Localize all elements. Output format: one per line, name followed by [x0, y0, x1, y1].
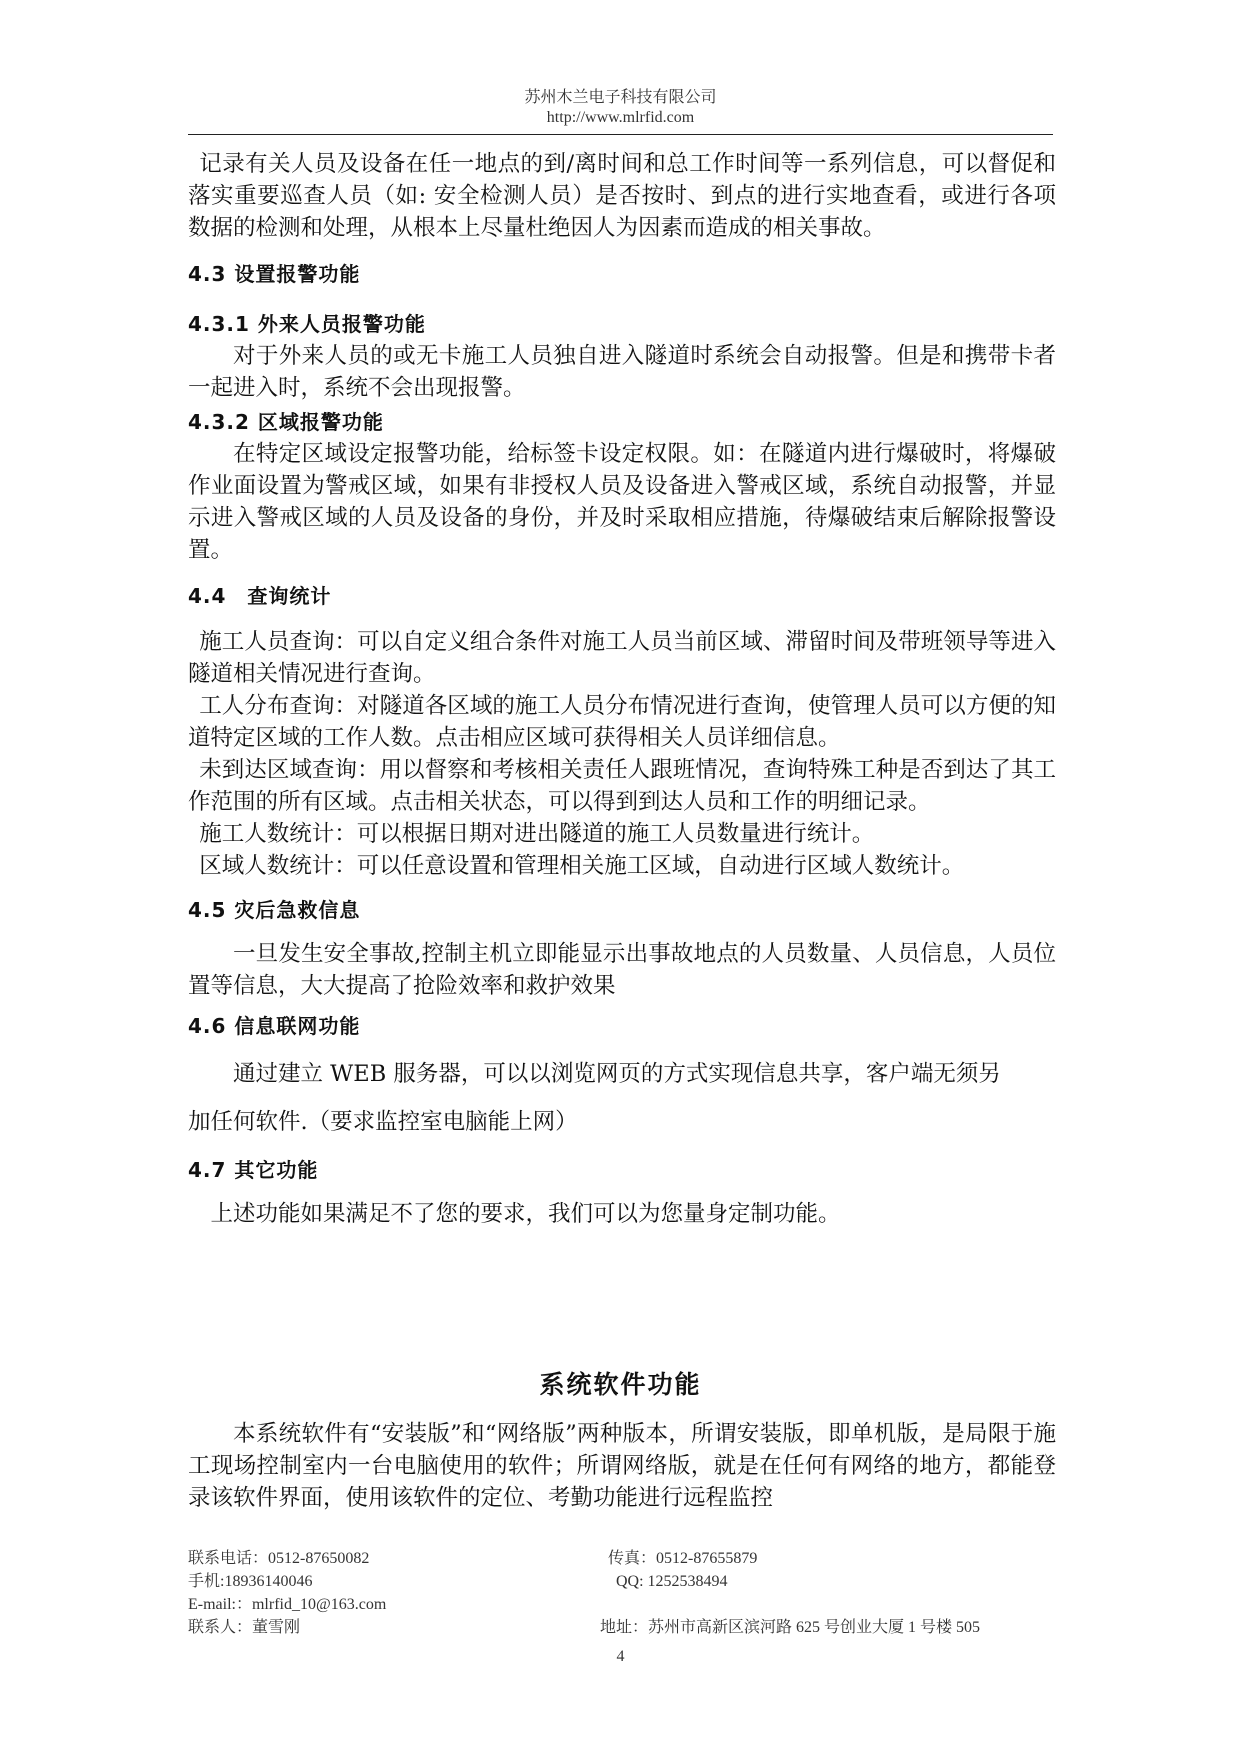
intro-paragraph: 记录有关人员及设备在任一地点的到/离时间和总工作时间等一系列信息，可以督促和落实重要巡查人员（如: 安全检测人员）是否按时、到点的进行实地查看，或进行各项数据的检测和处理，从根本上尽量杜绝因人为因素而造成的相关事故。	[188, 151, 1056, 241]
stat-area-count: 区域人数统计：可以任意设置和管理相关施工区域，自动进行区域人数统计。	[199, 853, 965, 879]
section-title: 系统软件功能	[539, 1370, 702, 1399]
footer-mobile: 手机:18936140046	[188, 1573, 313, 1590]
paragraph-4-5: 一旦发生安全事故,控制主机立即能显示出事故地点的人员数量、人员信息，人员位置等信息，大大提高了抢险效率和救护效果	[188, 941, 1056, 999]
query-distribution: 工人分布查询：对隧道各区域的施工人员分布情况进行查询，使管理人员可以方便的知道特定区域的工作人数。点击相应区域可获得相关人员详细信息。	[188, 693, 1056, 751]
heading-4-3-1: 4.3.1 外来人员报警功能	[188, 312, 426, 336]
header-url: http://www.mlrfid.com	[546, 109, 695, 126]
heading-4-3: 4.3 设置报警功能	[188, 262, 361, 286]
header-rule	[188, 134, 1053, 135]
software-paragraph: 本系统软件有“安装版”和“网络版”两种版本，所谓安装版，即单机版，是局限于施工现场控制室内一台电脑使用的软件；所谓网络版，就是在任何有网络的地方，都能登录该软件界面，使用该软件的定位、考勤功能进行远程监控	[188, 1421, 1056, 1511]
paragraph-4-3-2: 在特定区域设定报警功能，给标签卡设定权限。如：在隧道内进行爆破时，将爆破作业面设置为警戒区域，如果有非授权人员及设备进入警戒区域，系统自动报警，并显示进入警戒区域的人员及设备的身份，并及时采取相应措施，待爆破结束后解除报警设置。	[188, 441, 1056, 563]
software-section	[188, 1418, 1056, 1514]
stat-worker-count: 施工人数统计：可以根据日期对进出隧道的施工人员数量进行统计。	[199, 821, 875, 847]
paragraph-4-6-line2: 加任何软件.（要求监控室电脑能上网）	[188, 1109, 578, 1135]
footer-right	[600, 1548, 1068, 1640]
footer-contact: 联系人：董雪刚	[188, 1619, 301, 1636]
paragraph-4-6-line1: 通过建立 WEB 服务器，可以以浏览网页的方式实现信息共享，客户端无须另	[233, 1061, 1001, 1087]
query-unreached: 未到达区域查询：用以督察和考核相关责任人跟班情况，查询特殊工种是否到达了其工作范围的所有区域。点击相关状态，可以得到到达人员和工作的明细记录。	[188, 757, 1056, 815]
paragraph-4-7: 上述功能如果满足不了您的要求，我们可以为您量身定制功能。	[210, 1201, 841, 1227]
page-header	[0, 88, 1241, 128]
document-body	[188, 148, 1056, 1230]
footer-address: 地址：苏州市高新区滨河路 625 号创业大厦 1 号楼 505	[600, 1619, 981, 1636]
heading-4-3-2: 4.3.2 区域报警功能	[188, 410, 384, 434]
paragraph-4-3-1: 对于外来人员的或无卡施工人员独自进入隧道时系统会自动报警。但是和携带卡者一起进入时，系统不会出现报警。	[188, 343, 1056, 401]
page-number: 4	[616, 1648, 625, 1665]
query-staff: 施工人员查询：可以自定义组合条件对施工人员当前区域、滞留时间及带班领导等进入隧道相关情况进行查询。	[188, 629, 1056, 687]
footer-email: E-mail:：mlrfid_10@163.com	[188, 1596, 387, 1613]
header-company: 苏州木兰电子科技有限公司	[524, 89, 717, 106]
heading-4-4: 4.4 查询统计	[188, 584, 332, 608]
footer-fax: 传真：0512-87655879	[608, 1550, 758, 1567]
footer-left	[188, 1548, 588, 1640]
heading-4-6: 4.6 信息联网功能	[188, 1014, 361, 1038]
footer-phone: 联系电话：0512-87650082	[188, 1550, 370, 1567]
heading-4-5: 4.5 灾后急救信息	[188, 898, 361, 922]
heading-4-7: 4.7 其它功能	[188, 1158, 319, 1182]
footer-qq: QQ: 1252538494	[616, 1573, 728, 1590]
